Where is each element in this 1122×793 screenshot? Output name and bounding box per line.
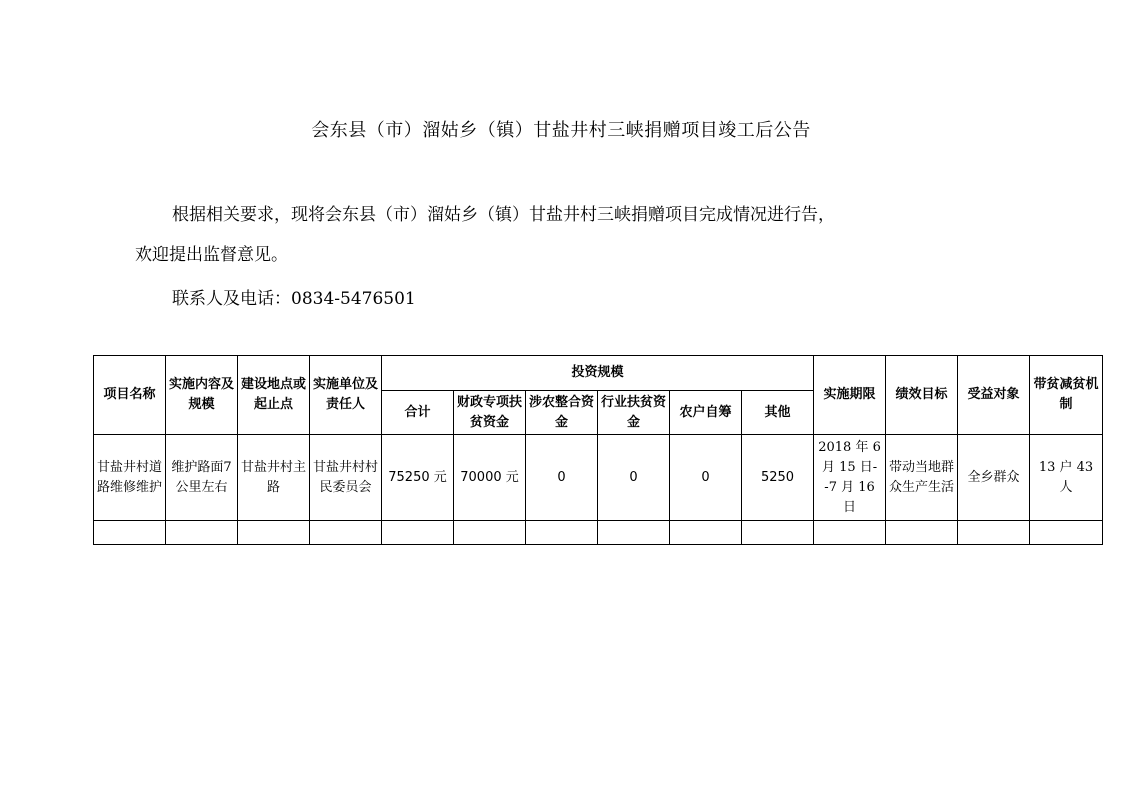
empty-cell [166, 521, 238, 545]
table-row-empty [94, 521, 1103, 545]
cell-location: 甘盐井村主路 [238, 435, 310, 521]
empty-cell [886, 521, 958, 545]
empty-cell [94, 521, 166, 545]
header-beneficiary: 受益对象 [958, 356, 1030, 435]
cell-beneficiary: 全乡群众 [958, 435, 1030, 521]
header-period: 实施期限 [814, 356, 886, 435]
empty-cell [1030, 521, 1103, 545]
cell-period: 2018 年 6 月 15 日--7 月 16 日 [814, 435, 886, 521]
header-location: 建设地点或起止点 [238, 356, 310, 435]
contact-info: 联系人及电话：0834-5476501 [172, 289, 416, 309]
header-other: 其他 [742, 391, 814, 435]
empty-cell [238, 521, 310, 545]
empty-cell [814, 521, 886, 545]
header-target: 绩效目标 [886, 356, 958, 435]
empty-cell [598, 521, 670, 545]
header-content-scale: 实施内容及规模 [166, 356, 238, 435]
empty-cell [670, 521, 742, 545]
header-total: 合计 [382, 391, 454, 435]
empty-cell [454, 521, 526, 545]
cell-industry-fund: 0 [598, 435, 670, 521]
empty-cell [742, 521, 814, 545]
header-unit: 实施单位及责任人 [310, 356, 382, 435]
cell-agri-fund: 0 [526, 435, 598, 521]
announcement-paragraph: 根据相关要求，现将会东县（市）溜姑乡（镇）甘盐井村三峡捐赠项目完成情况进行告， [172, 205, 835, 225]
page-title: 会东县（市）溜姑乡（镇）甘盐井村三峡捐赠项目竣工后公告 [311, 120, 811, 141]
header-fiscal-fund: 财政专项扶贫资金 [454, 391, 526, 435]
empty-cell [958, 521, 1030, 545]
cell-content-scale: 维护路面7公里左右 [166, 435, 238, 521]
header-self-raised: 农户自筹 [670, 391, 742, 435]
project-table [93, 355, 1103, 545]
header-industry-fund: 行业扶贫资金 [598, 391, 670, 435]
header-agri-fund: 涉农整合资金 [526, 391, 598, 435]
empty-cell [526, 521, 598, 545]
cell-project-name: 甘盐井村道路维修维护 [94, 435, 166, 521]
header-project-name: 项目名称 [94, 356, 166, 435]
cell-total: 75250 元 [382, 435, 454, 521]
cell-unit: 甘盐井村村民委员会 [310, 435, 382, 521]
cell-target: 带动当地群众生产生活 [886, 435, 958, 521]
header-mechanism: 带贫减贫机制 [1030, 356, 1103, 435]
empty-cell [310, 521, 382, 545]
cell-self-raised: 0 [670, 435, 742, 521]
announcement-paragraph-continued: 欢迎提出监督意见。 [135, 245, 288, 265]
cell-other: 5250 [742, 435, 814, 521]
cell-fiscal-fund: 70000 元 [454, 435, 526, 521]
header-row-top [94, 356, 1103, 391]
empty-cell [382, 521, 454, 545]
cell-mechanism: 13 户 43 人 [1030, 435, 1103, 521]
header-investment: 投资规模 [382, 356, 814, 391]
table-row [94, 435, 1103, 521]
